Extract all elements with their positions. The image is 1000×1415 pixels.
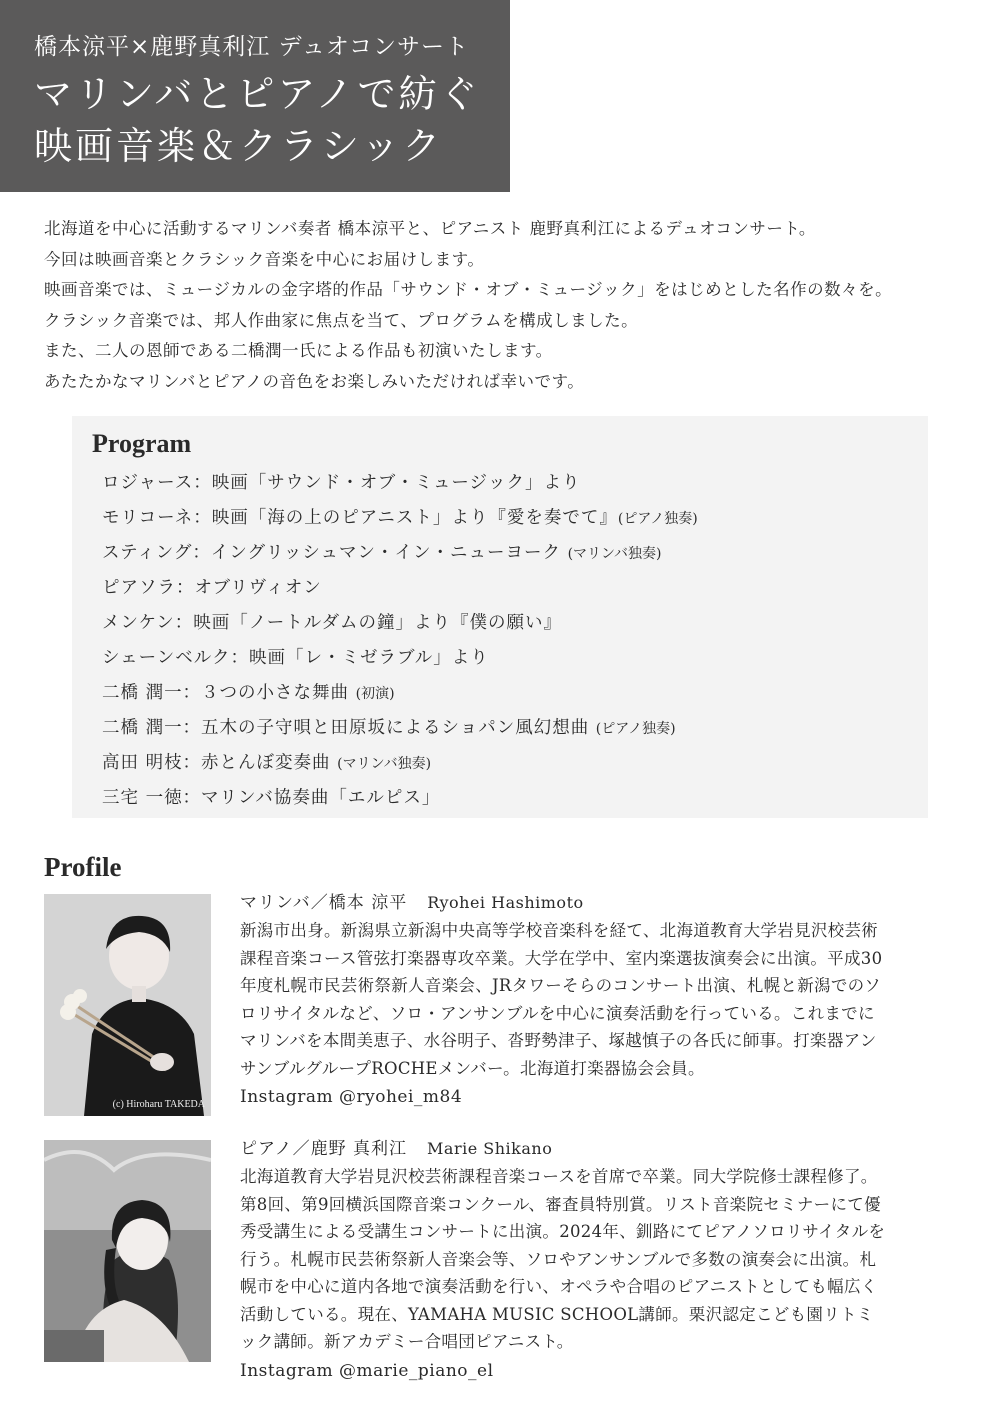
bio-line: 秀受講生による受講生コンサートに出演。2024年、釧路にてピアノソロリサイタルを [240,1222,886,1241]
bio-line: 第8回、第9回横浜国際音楽コンクール、審査員特別賞。リスト音楽院セミナーにて優 [240,1194,881,1214]
pianist-portrait [44,1140,211,1362]
performer-name-latin: Ryohei Hashimoto [427,893,584,912]
bio-line: 幌市を中心に道内各地で演奏活動を行い、オペラや合唱のピアニストとしても幅広く [240,1277,878,1296]
title-line-2: 映画音楽＆クラシック [34,124,444,168]
program-item-title: ロジャース：映画「サウンド・オブ・ミュージック」より [102,473,581,493]
program-item [102,781,928,816]
bio-line: サンブルグループROCHEメンバー。北海道打楽器協会会員。 [240,1058,705,1078]
program-item [102,536,928,571]
intro-line: あたたかなマリンバとピアノの音色をお楽しみいただければ幸いです。 [44,371,585,391]
pianist-profile [240,1135,965,1386]
title-banner [0,0,510,192]
program-box [72,416,928,818]
program-item [102,746,928,781]
bio-line: 活動している。現在、YAMAHA MUSIC SCHOOL講師。栗沢認定こども園リトミ [240,1304,874,1324]
title-line-1: マリンバとピアノで紡ぐ [34,72,481,116]
bio-line: 新潟市出身。新潟県立新潟中央高等学校音楽科を経て、北海道教育大学岩見沢校芸術 [240,921,879,940]
performer-bio [240,1163,965,1356]
program-item [102,571,928,606]
concert-subtitle: 橋本涼平×鹿野真利江 デュオコンサート [34,34,469,60]
pianist-photo [44,1140,211,1362]
intro-line: 北海道を中心に活動するマリンバ奏者 橋本涼平と、ピアニスト 鹿野真利江によるデュオコンサート。 [44,219,816,238]
program-item [102,501,928,536]
bio-line: 課程音楽コース管弦打楽器専攻卒業。大学在学中、室内楽選抜演奏会に出演。平成30 [240,948,883,968]
intro-text [44,214,974,397]
program-item-title: 二橋 潤一：五木の子守唄と田原坂によるショパン風幻想曲 [102,718,596,738]
program-item-note: (ピアノ独奏) [617,511,698,527]
performer-name: ピアノ／鹿野 真利江 [240,1139,408,1159]
program-item-note: (初演) [355,686,395,702]
bio-line: ロリサイタルなど、ソロ・アンサンブルを中心に演奏活動を行っている。これまでに [240,1003,875,1023]
program-item-title: モリコーネ：映画「海の上のピアニスト」より『愛を奏でて』 [102,508,618,528]
program-item-note: (ピアノ独奏) [595,721,676,737]
program-item-title: 二橋 潤一：３つの小さな舞曲 [102,683,356,703]
bio-line: マリンバを本間美恵子、水谷明子、沓野勢津子、塚越慎子の各氏に師事。打楽器アン [240,1031,877,1050]
marimba-player-portrait [44,894,211,1116]
intro-line: また、二人の恩師である二橋潤一氏による作品も初演いたします。 [44,341,553,360]
intro-line: 映画音楽では、ミュージカルの金字塔的作品「サウンド・オブ・ミュージック」をはじめとした名作の数々を。 [44,280,893,299]
performer-name-line [240,889,965,917]
bio-line: ック講師。新アカデミー合唱団ピアニスト。 [240,1332,574,1351]
program-item [102,676,928,711]
program-item-note: (マリンバ独奏) [337,756,432,772]
performer-name: マリンバ／橋本 涼平 [240,893,408,913]
bio-line: 北海道教育大学岩見沢校芸術課程音楽コースを首席で卒業。同大学院修士課程修了。 [240,1167,878,1186]
intro-line: 今回は映画音楽とクラシック音楽を中心にお届けします。 [44,249,485,269]
marimba-player-photo [44,894,211,1116]
performer-name-line [240,1135,965,1163]
program-item-title: シェーンベルク：映画「レ・ミゼラブル」より [102,648,489,668]
program-item-note: (マリンバ独奏) [567,546,662,562]
instagram-handle: Instagram @ryohei_m84 [240,1087,463,1107]
program-heading: Program [92,429,192,458]
photo-credit: (c) Hiroharu TAKEDA [112,1099,205,1110]
program-list [102,466,928,816]
intro-line: クラシック音楽では、邦人作曲家に焦点を当て、プログラムを構成しました。 [44,310,639,330]
bio-line: 行う。札幌市民芸術祭新人音楽会等、ソロやアンサンブルで多数の演奏会に出演。札 [240,1249,877,1269]
bio-line: 年度札幌市民芸術祭新人音楽会、JRタワーそらのコンサート出演、札幌と新潟でのソ [240,976,881,995]
program-item-title: 高田 明枝：赤とんぼ変奏曲 [102,753,338,773]
program-item [102,641,928,676]
concert-title [34,68,510,172]
program-item [102,711,928,746]
instagram-handle: Instagram @marie_piano_el [240,1360,494,1381]
program-item [102,606,928,641]
program-item-title: 三宅 一徳：マリンバ協奏曲「エルピス」 [102,788,441,808]
program-item-title: メンケン：映画「ノートルダムの鐘」より『僕の願い』 [102,613,563,633]
profile-heading: Profile [44,852,122,882]
performer-name-latin: Marie Shikano [427,1139,553,1158]
program-item-title: スティング：イングリッシュマン・イン・ニューヨーク [102,543,568,563]
marimba-player-profile [240,889,965,1112]
performer-bio [240,917,965,1082]
program-item [102,466,928,501]
program-item-title: ピアソラ：オブリヴィオン [102,578,322,598]
